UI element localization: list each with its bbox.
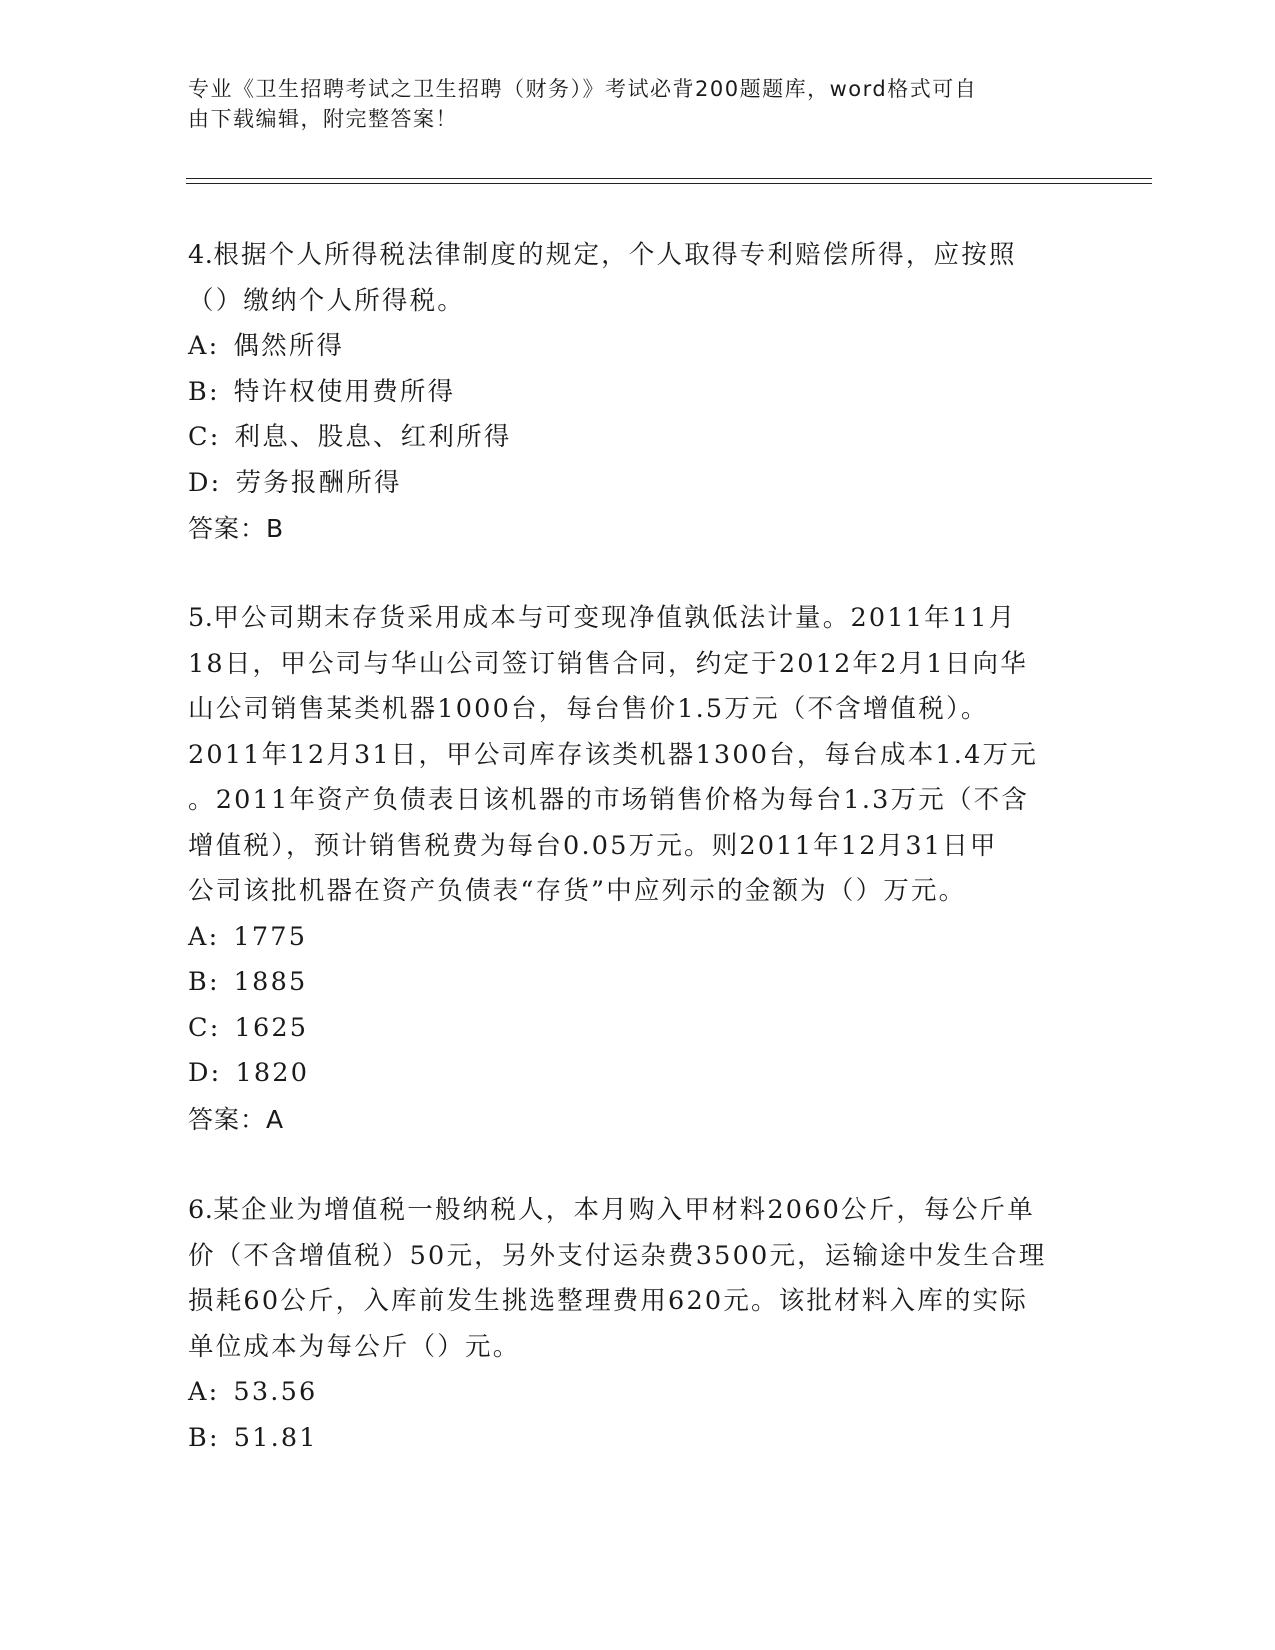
option-d: D: 劳务报酬所得: [188, 467, 402, 498]
option-c: C: 1625: [188, 1012, 309, 1043]
option-a: A: 1775: [188, 921, 308, 952]
question-stem: [188, 596, 1088, 915]
question-6: [188, 1188, 1088, 1461]
stem-line: 18日，甲公司与华山公司签订销售合同，约定于2012年2月1日向华: [188, 648, 1028, 679]
question-number: 4.: [188, 240, 214, 270]
stem-line: 单位成本为每公斤（）元。: [188, 1331, 521, 1362]
stem-line: （）缴纳个人所得税。: [188, 285, 466, 316]
document-header: [188, 74, 1068, 134]
option-a: A: 53.56: [188, 1377, 318, 1407]
option-c: C: 利息、股息、红利所得: [188, 422, 512, 452]
question-number: 5.: [188, 603, 214, 633]
stem-line: 。2011年资产负债表日该机器的市场销售价格为每台1.3万元（不含: [188, 785, 1030, 815]
option-b: B: 特许权使用费所得: [188, 376, 456, 407]
option-d: D: 1820: [188, 1058, 310, 1088]
answer-line: 答案：B: [188, 514, 285, 543]
stem-line: 价（不含增值税）50元，另外支付运杂费3500元，运输途中发生合理: [188, 1240, 1047, 1271]
stem-line: 增值税），预计销售税费为每台0.05万元。则2011年12月31日甲: [188, 830, 998, 861]
header-divider-top: [186, 178, 1152, 179]
question-number: 6.: [188, 1195, 214, 1225]
header-line-2: 由下载编辑，附完整答案！: [188, 107, 458, 131]
stem-line: 2011年12月31日，甲公司库存该类机器1300台，每台成本1.4万元: [188, 739, 1038, 770]
question-4: [188, 233, 1088, 552]
question-stem: [188, 1188, 1088, 1370]
option-a: A: 偶然所得: [188, 331, 345, 361]
option-b: B: 51.81: [188, 1422, 318, 1453]
stem-line: 4.根据个人所得税法律制度的规定，个人取得专利赔偿所得，应按照: [188, 240, 1017, 270]
header-line-1: 专业《卫生招聘考试之卫生招聘（财务）》考试必背200题题库，word格式可自: [188, 77, 978, 101]
option-b: B: 1885: [188, 967, 308, 997]
answer-line: 答案：A: [188, 1104, 285, 1134]
question-5: [188, 596, 1088, 1142]
question-stem: [188, 233, 1088, 324]
stem-line: 山公司销售某类机器1000台，每台售价1.5万元（不含增值税）。: [188, 694, 989, 724]
stem-line: 公司该批机器在资产负债表“存货”中应列示的金额为（）万元。: [188, 876, 967, 906]
header-divider-bottom: [186, 183, 1152, 184]
stem-line: 5.甲公司期末存货采用成本与可变现净值孰低法计量。2011年11月: [188, 603, 1017, 633]
stem-line: 6.某企业为增值税一般纳税人，本月购入甲材料2060公斤，每公斤单: [188, 1195, 1035, 1225]
stem-line: 损耗60公斤，入库前发生挑选整理费用620元。该批材料入库的实际: [188, 1286, 1029, 1316]
